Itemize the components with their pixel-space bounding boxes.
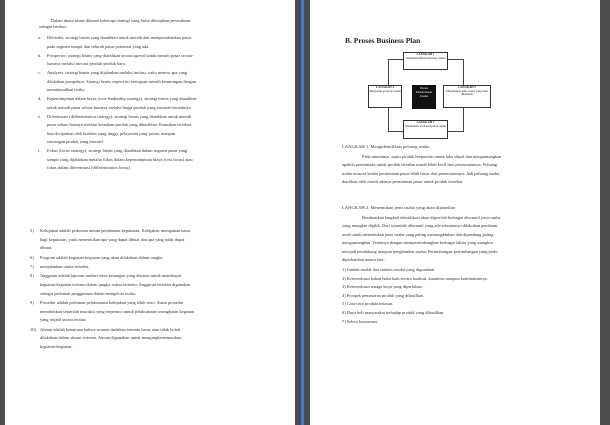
intro-line-2: sebagai berikut:	[39, 24, 67, 29]
paragraph-line: Pada umumnya, suatu produk berpotensi untuk laku dijual dan menguntungkan	[362, 154, 502, 159]
list-marker: b.	[38, 52, 42, 58]
consideration-item: 1) Jumlah modal dan sumber modal yang digunakan.	[342, 267, 436, 272]
document-page-right	[310, 0, 600, 425]
paragraph-line: usaha muncul ketika permintaan pasar lebih besar dari penawarannya. Jadi peluang usaha	[342, 170, 500, 176]
consideration-item: 3) Ketersediaan tenaga kerja yang diperlukan.	[342, 284, 423, 290]
list-item-line: sebagai pedoman penggunaan dalam mengelola usaha.	[40, 290, 137, 296]
list-marker: 10)	[30, 326, 36, 332]
list-item-line: dilakukan dalam situasi tertentu. Aturan digunakan untuk mengimplementasikan	[40, 335, 182, 341]
list-item-line: pasar seluas-luasnya melalui keunikan produk yang dihasilkan. Keunikan tersebut	[47, 122, 191, 127]
section-title: B. Proses Business Plan	[345, 36, 421, 45]
list-item-line: pada segmen sempit dan seluruh pasar potensial yang ada.	[47, 43, 150, 49]
list-item-line: Diferensiasi (differentiation strategy), strategi bisnis yang diarahkan untuk meraih	[47, 113, 192, 119]
consideration-item: 2) Ketersediaan bahan baku baik secara kualitas, kuantitas maupun kontinuitasnya.	[342, 275, 488, 281]
list-marker: 9)	[30, 300, 34, 305]
list-item-line: yang terjadi secara teratur.	[40, 317, 87, 323]
list-item-line: Aturan adalah ketentuan bahwa sesuatu tindakan tertentu harus atau tidak boleh	[40, 326, 180, 332]
list-item-line: menjalankan usaha tersebut.	[40, 264, 90, 269]
intro-line-1: Dalam dunia bisnis dikenal beberapa strategi yang biasa diterapkan perusahaan	[51, 18, 191, 23]
paragraph-line: menjadi pendukung maupun penghambat usaha. Pertimbangan-pertimbangan yang perlu	[342, 248, 498, 254]
step1-label: LANGKAH 1	[416, 52, 435, 56]
step3-label: LANGKAH 3	[416, 120, 435, 124]
document-page-left	[5, 0, 295, 425]
list-item-line: fokus dalam diferensiasi (differentiation focus).	[47, 165, 131, 170]
list-item-line: untuk meraih pasar seluas-luasnya melalui harga produk yang semurah-murahnya.	[47, 104, 192, 110]
consideration-item: 5) Cara-cara produktivitasan.	[342, 301, 394, 307]
list-item-line: kegiatan-kegiatan tertentu dalam jangka waktu tertentu. Anggaran tersebut digunakan	[40, 282, 191, 287]
list-item-line: kegiatan-kegiatan.	[40, 343, 73, 349]
consideration-item: 7) Selera konsumen.	[342, 318, 378, 324]
diagram-center-box: Proses Perencanaan Usaha	[412, 85, 436, 109]
paragraph-line: awal untuk menentukan jenis usaha yang paling memungkinkan dan dipandang paling	[342, 231, 494, 237]
list-marker: c.	[38, 70, 42, 75]
paragraph-line: apabila permintaan untuk produk tersebut masih lebih kecil dari penawarannya. Peluang	[342, 162, 497, 168]
paragraph-line: diperhatikan antara lain:	[342, 257, 385, 262]
step4-text: Menyusun proposal usaha	[369, 88, 401, 93]
step2-text: Menentukan jenis usaha yang akan dilakukan	[446, 88, 488, 97]
list-marker: 8)	[30, 273, 34, 279]
list-item-line: Kepemimpinan dalam biaya (cost-leadership strategy), strategi bisnis yang diarahkan	[47, 96, 197, 101]
step2-title: LANGKAH 2. Menentukan jenis usaha yang akan dijalankan	[342, 205, 456, 210]
list-marker: 6)	[30, 254, 34, 260]
list-item-line: rancangan produk yang inovatif.	[47, 139, 105, 144]
diagram-box-step4	[368, 85, 402, 108]
paragraph-line: yang mungkin dipilih. Dari sejumlah alternatif yang ada selanjutnya dilakukan penilaian	[342, 223, 498, 229]
list-item-line: sempit yang dijalankan melalui fokus dalam kepemimpinan biaya (cost focus) atau	[47, 156, 193, 162]
list-marker: d.	[38, 96, 42, 101]
list-item-line: meminimalkan risiko.	[47, 87, 86, 92]
list-marker: e.	[38, 113, 42, 119]
step1-title: LANGKAH 1. Mengidentifikasi peluang usaha	[342, 144, 430, 149]
list-item-line: Program adalah kegiatan-kegiatan yang akan dilakukan dalam rangka	[40, 254, 163, 260]
step4-label: LANGKAH 4	[376, 85, 394, 89]
list-marker: f.	[38, 148, 41, 153]
paragraph-line: diartikan oleh masih adanya permintaan pasar untuk produk tersebut.	[342, 179, 464, 185]
diagram-box-step1	[403, 52, 448, 70]
list-item-line: dilakukan prospektor. Strategi bisnis seperti ini bertujuan meraih keuntungan dengan	[47, 78, 197, 84]
list-item-line: dibuat.	[40, 245, 53, 251]
step1-text: Mengidentifikasi Peluang Usaha	[405, 55, 446, 60]
page-gutter	[301, 0, 304, 425]
list-item-line: bagi keputusan, yaitu menentukan apa yang dapat dibuat dan apa yang tidak dapat	[40, 236, 185, 242]
list-item-line: Kebijakan adalah pedoman umum pembuatan keputusan. Kebijakan merupakan batas	[40, 228, 191, 233]
list-marker: a.	[38, 35, 42, 40]
paragraph-line: Berdasarkan langkah identifikasi akan diperoleh berbagai alternatif jenis usaha	[362, 215, 501, 220]
paragraph-line: menguntungkan. Tentunya dengan mempertimbangkan berbagai faktor yang mungkin	[342, 240, 493, 246]
list-item-line: bisa diciptakan oleh kualitas yang tinggi, pelayanan yang prima, maupun	[47, 130, 176, 136]
step3-text: Melakukan studi kelayakan usaha	[405, 123, 446, 128]
step2-label: LANGKAH 2	[458, 85, 476, 89]
list-item-line: Fokus (focus strategy), strategi bisnis yang diarahkan dalam segmen pasar yang	[47, 148, 188, 153]
list-marker: 7)	[30, 264, 34, 269]
consideration-item: 4) Prospek pemasaran produk yang dihasilkan.	[342, 292, 425, 298]
consideration-item: 6) Daya beli masyarakat terhadap produk yang dihasilkan.	[342, 310, 445, 315]
list-marker: 5)	[30, 228, 34, 233]
diagram-box-step3	[403, 120, 448, 139]
list-item-line: Prospector, strategi bisnis yang diarahkan secara agresif untuk meraih pasar secara-	[47, 52, 194, 58]
list-item-line: Prosedur adalah pedoman pelaksanaan kebijakan yang lebih rinci. Suatu prosedur	[40, 300, 184, 305]
list-item-line: luasnya melalui inovasi produk-produk baru.	[47, 61, 126, 66]
list-item-line: Anggaran adalah laporan sumber daya keuangan yang disusun untuk membiayai	[40, 273, 182, 279]
list-item-line: memberikan sejumlah instruksi yang terperinci untuk pelaksanaan serangkaian kegiatan	[40, 308, 195, 314]
diagram-box-step2	[443, 85, 491, 108]
list-item-line: Defender, strategi bisnis yang diarahkan untuk meraih dan mempertahankan pasar	[47, 35, 192, 40]
list-item-line: Analyzer, strategi bisnis yang dijalankan melalui imitasi, yaitu meniru apa yang	[47, 70, 188, 75]
